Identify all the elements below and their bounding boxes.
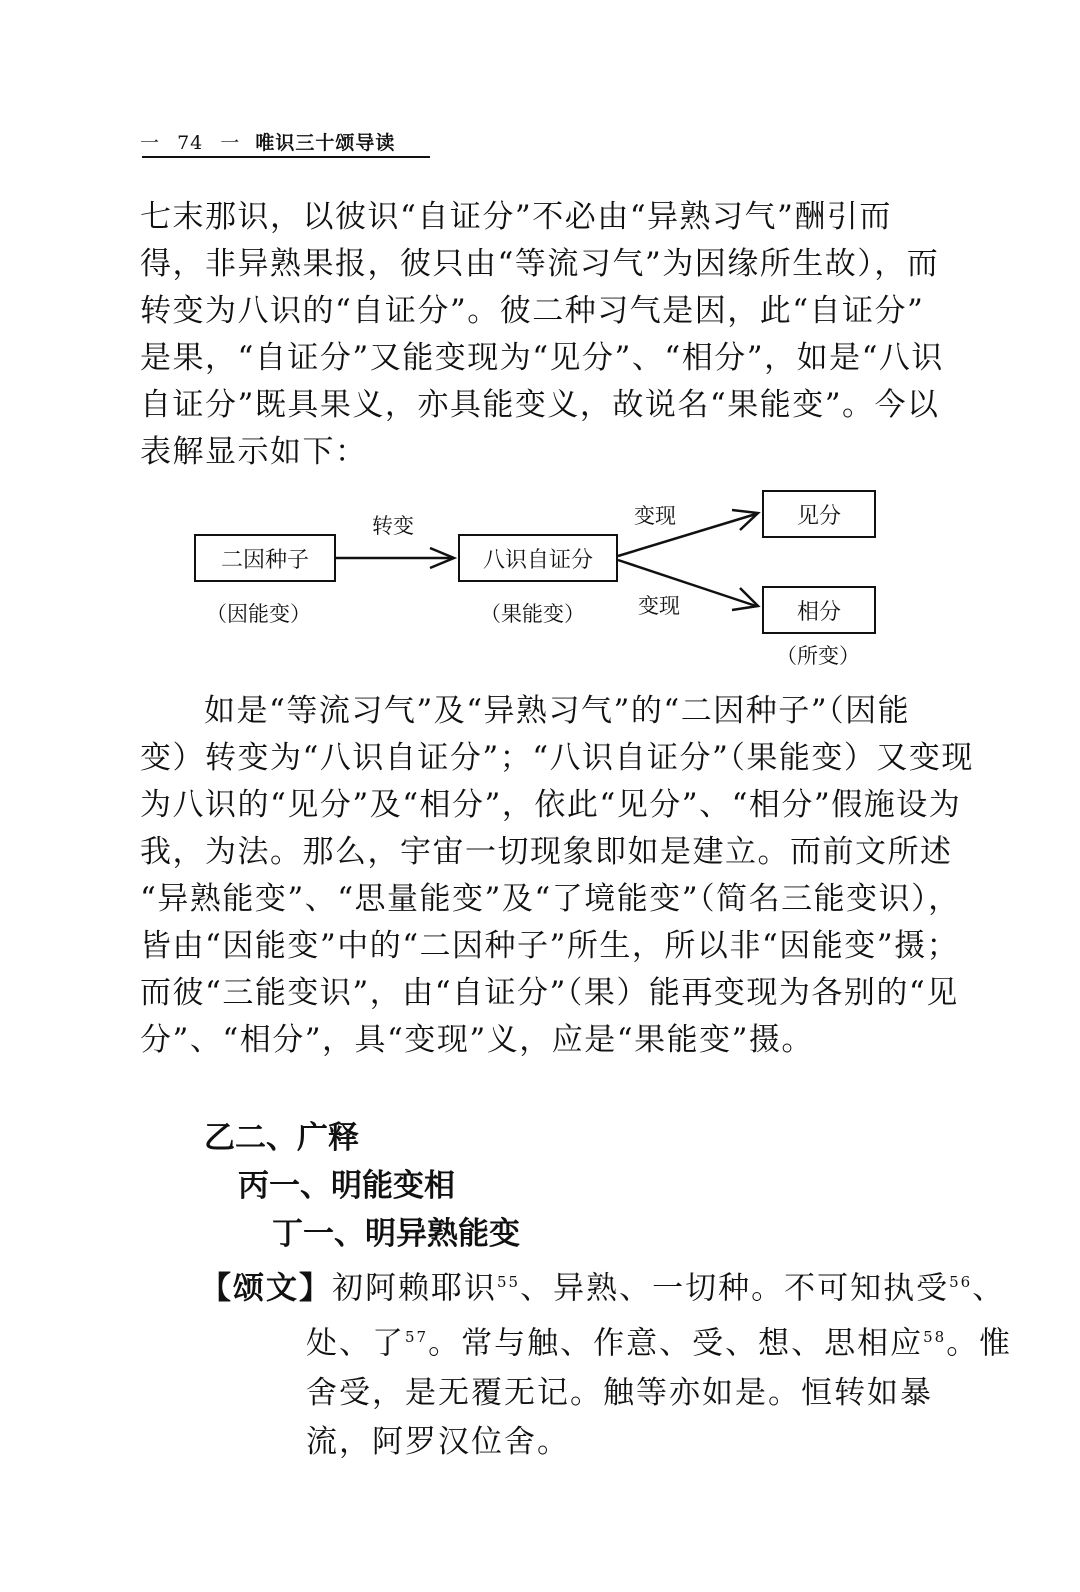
text-line: 自证分”既具果义，亦具能变义，故说名“果能变”。今以 <box>140 387 940 423</box>
text-line: 皆由“因能变”中的“二因种子”所生，所以非“因能变”摄； <box>140 928 960 964</box>
section-heading-2: 丙一、明能变相 <box>238 1168 455 1204</box>
footnote-marker: 55 <box>497 1273 521 1291</box>
verse-line-2 <box>200 1313 1013 1368</box>
text-line: 而彼“三能变识”，由“自证分”（果）能再变现为各别的“见 <box>140 975 959 1011</box>
verse-line-4: 流，阿罗汉位舍。 <box>306 1423 570 1460</box>
header-dash-left: 一 <box>140 132 161 154</box>
label-manifest-top: 变现 <box>634 504 676 528</box>
text-line: 是果，“自证分”又能变现为“见分”、“相分”，如是“八识 <box>140 340 944 376</box>
text-line: 为八识的“见分”及“相分”，依此“见分”、“相分”假施设为 <box>140 787 962 823</box>
verse-text: 。惟 <box>946 1325 1013 1362</box>
footnote-marker: 56 <box>949 1273 973 1291</box>
caption-cause-transform: （因能变） <box>206 602 311 626</box>
box-seeing-part: 见分 <box>762 490 876 538</box>
footnote-marker: 58 <box>923 1328 947 1347</box>
text-line: 变）转变为“八识自证分”；“八识自证分”（果能变）又变现 <box>140 740 974 776</box>
text-line: 分”、“相分”，具“变现”义，应是“果能变”摄。 <box>140 1022 814 1058</box>
verse-line-1 <box>200 1258 1006 1313</box>
verse-text: 、异熟、一切种。不可知执受 <box>520 1270 950 1307</box>
box-image-part: 相分 <box>762 586 876 634</box>
verse-text: 。常与触、作意、受、想、思相应 <box>428 1325 924 1362</box>
text-line: 表解显示如下： <box>140 434 368 470</box>
box-two-cause-seeds: 二因种子 <box>194 534 336 582</box>
text-line: 七末那识，以彼识“自证分”不必由“异熟习气”酬引而 <box>140 199 892 235</box>
book-title: 唯识三十颂导读 <box>255 132 396 154</box>
paragraph-2 <box>140 688 974 1064</box>
text-line: 转变为八识的“自证分”。彼二种习气是因，此“自证分” <box>140 293 925 329</box>
text-line: 得，非异熟果报，彼只由“等流习气”为因缘所生故），而 <box>140 246 940 282</box>
text-line: 如是“等流习气”及“异熟习气”的“二因种子”（因能 <box>204 693 911 729</box>
section-heading-1: 乙二、广释 <box>204 1120 359 1156</box>
caption-effect-transform: （果能变） <box>480 602 585 626</box>
caption-transformed: （所变） <box>776 644 860 668</box>
verse-block <box>200 1258 1013 1467</box>
page-number: 74 <box>177 132 204 154</box>
header-dash-right: 一 <box>220 132 241 154</box>
verse-text: 、 <box>972 1270 1006 1307</box>
footnote-marker: 57 <box>405 1328 429 1347</box>
verse-text: 处、了 <box>306 1325 405 1362</box>
text-line: “异熟能变”、“思量能变”及“了境能变”（简名三能变识）， <box>140 881 961 917</box>
label-manifest-bottom: 变现 <box>638 594 680 618</box>
verse-line-3: 舍受，是无覆无记。触等亦如是。恒转如暴 <box>306 1374 933 1411</box>
section-heading-3: 丁一、明异熟能变 <box>272 1216 520 1252</box>
verse-label: 【颂文】 <box>200 1270 332 1307</box>
verse-text: 初阿赖耶识 <box>332 1270 497 1307</box>
label-transform: 转变 <box>372 514 414 538</box>
box-eighth-consciousness-self-witness: 八识自证分 <box>458 534 618 582</box>
text-line: 我，为法。那么，宇宙一切现象即如是建立。而前文所述 <box>140 834 953 870</box>
